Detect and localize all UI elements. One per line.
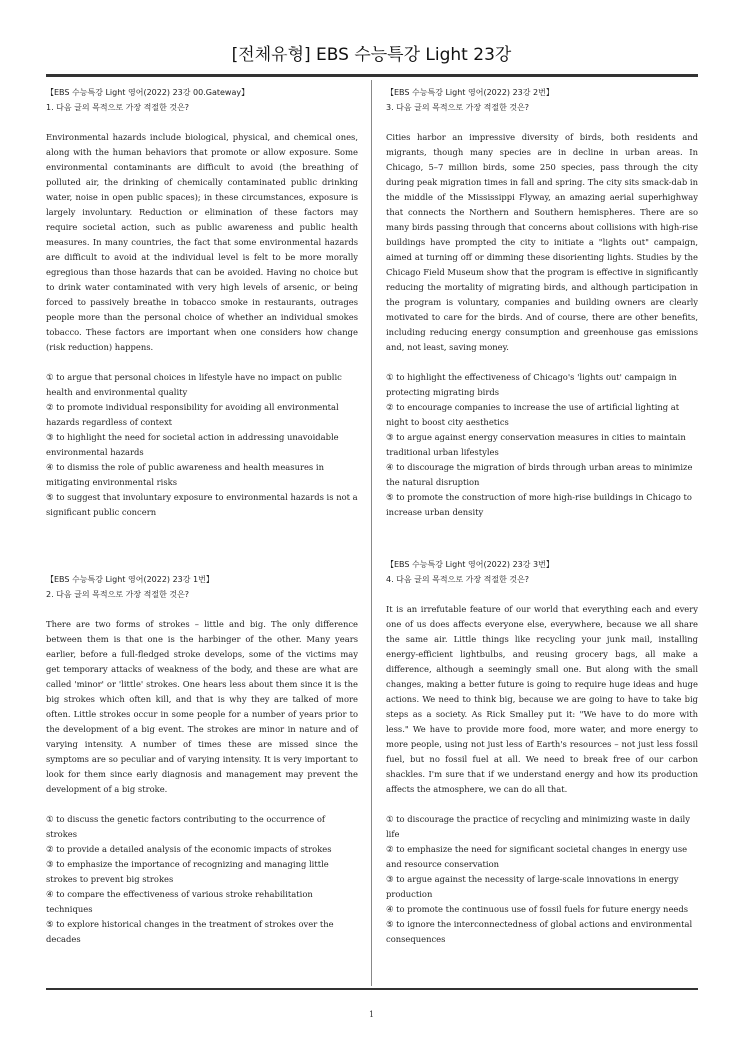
answer-option-1: ① to argue that personal choices in lifestyle have no impact on public health and environmental quality — [46, 372, 342, 397]
answer-option-3: ③ to highlight the need for societal action in addressing unavoidable environmental hazards — [46, 432, 339, 457]
answer-option-2: ② to provide a detailed analysis of the economic impacts of strokes — [46, 844, 332, 854]
answer-option-5: ⑤ to suggest that involuntary exposure to environmental hazards is not a significant public concern — [46, 492, 358, 517]
question-source: 【EBS 수능특강 Light 영어(2022) 23강 00.Gateway】 — [46, 88, 250, 97]
question-passage: Environmental hazards include biological, physical, and chemical ones, along with the human behaviors that promote or allow exposure. Some environmental contaminants are difficult to avoid (the breathing of polluted air, the drinking of chemically contaminated public drinking water, noise in open public spaces); in these circumstances, exposure is largely involuntary. Reduction or elimination of these factors may require societal action, such as public awareness and public health measures. In many countries, the fact that some environmental hazards are difficult to avoid at the individual level is felt to be more morally egregious than those hazards that can be avoided. Having no choice but to drink water contaminated with very high levels of arsenic, or being forced to passively breathe in tobacco smoke in restaurants, outrages people more than the personal choice of whether an individual smokes tobacco. These factors are important when one considers how change (risk reduction) happens. — [46, 132, 358, 352]
answer-option-2: ② to encourage companies to increase the use of artificial lighting at night to boost city aesthetics — [386, 402, 680, 427]
answer-options — [386, 812, 698, 947]
question-prompt: 2. 다음 글의 목적으로 가장 적절한 것은? — [46, 590, 190, 599]
question-prompt: 4. 다음 글의 목적으로 가장 적절한 것은? — [386, 575, 530, 584]
question-source: 【EBS 수능특강 Light 영어(2022) 23강 1번】 — [46, 575, 214, 584]
top-rule — [46, 74, 698, 77]
answer-option-1: ① to discuss the genetic factors contributing to the occurrence of strokes — [46, 814, 325, 839]
answer-option-4: ④ to compare the effectiveness of various stroke rehabilitation techniques — [46, 889, 313, 914]
answer-option-2: ② to emphasize the need for significant societal changes in energy use and resource conservation — [386, 844, 688, 869]
answer-option-5: ⑤ to promote the construction of more high-rise buildings in Chicago to increase urban density — [386, 492, 692, 517]
column-divider — [371, 80, 372, 986]
question-passage: It is an irrefutable feature of our world that everything each and every one of us does affects everyone else, everywhere, because we all share the same air. Little things like recycling your junk mail, installing energy-efficient lightbulbs, and reusing grocery bags, all make a difference, although a seemingly small one. But along with the small changes, making a better future is going to require huge ideas and huge actions. We need to think big, because we are going to have to take big steps as a society. As Rick Smalley put it: "We have to do more with less." We have to provide more food, more water, and more energy to more people, using not just less of Earth's resources – not just less fossil fuel, but no fossil fuel at all. We need to break free of our carbon shackles. I'm sure that if we understand energy and how its production affects the atmosphere, we can do all that. — [386, 604, 698, 794]
question-2 — [46, 572, 358, 947]
question-passage: There are two forms of strokes – little and big. The only difference between them is that one is the harbinger of the other. Many years earlier, before a full-fledged stroke develops, some of the victims may get temporary attacks of weakness of the body, and these are what are called 'minor' or 'little' strokes. One hears less about them since it is the big strokes which often kill, and that is why they are talked of more often. Little strokes occur in some people for a number of years prior to the development of a big event. The strokes are minor in nature and of varying intensity. A number of times these are missed since the symptoms are so peculiar and of varying intensity. It is very important to look for them since early diagnosis and management may prevent the development of a big stroke. — [46, 619, 358, 794]
question-source: 【EBS 수능특강 Light 영어(2022) 23강 3번】 — [386, 560, 554, 569]
answer-option-4: ④ to discourage the migration of birds through urban areas to minimize the natural disruption — [386, 462, 693, 487]
question-prompt: 3. 다음 글의 목적으로 가장 적절한 것은? — [386, 103, 530, 112]
answer-option-4: ④ to promote the continuous use of fossil fuels for future energy needs — [386, 904, 689, 914]
question-source: 【EBS 수능특강 Light 영어(2022) 23강 2번】 — [386, 88, 554, 97]
answer-option-3: ③ to emphasize the importance of recognizing and managing little strokes to prevent big strokes — [46, 859, 329, 884]
answer-option-5: ⑤ to ignore the interconnectedness of global actions and environmental consequences — [386, 919, 693, 944]
question-3 — [386, 85, 698, 520]
answer-option-4: ④ to dismiss the role of public awareness and health measures in mitigating environmental risks — [46, 462, 324, 487]
question-4 — [386, 557, 698, 947]
question-1 — [46, 85, 358, 520]
answer-option-2: ② to promote individual responsibility for avoiding all environmental hazards regardless of context — [46, 402, 339, 427]
answer-option-3: ③ to argue against energy conservation measures in cities to maintain traditional urban lifestyles — [386, 432, 686, 457]
answer-options — [46, 370, 358, 520]
answer-options — [386, 370, 698, 520]
question-passage: Cities harbor an impressive diversity of birds, both residents and migrants, though many species are in decline in urban areas. In Chicago, 5–7 million birds, some 250 species, pass through the city during peak migration times in fall and spring. The city sits smack-dab in the middle of the Mississippi Flyway, an amazing aerial superhighway that connects the Northern and Southern hemispheres. There are so many birds passing through that concerns about collisions with high-rise buildings have prompted the city to initiate a "lights out" campaign, aimed at turning off or dimming these disorienting lights. Studies by the Chicago Field Museum show that the program is effective in significantly reducing the mortality of migrating birds, and although participation in the program is voluntary, companies and building owners are clearly motivated to care for the birds. And of course, there are other benefits, including reducing energy consumption and greenhouse gas emissions and, not least, saving money. — [386, 132, 698, 352]
question-prompt: 1. 다음 글의 목적으로 가장 적절한 것은? — [46, 103, 190, 112]
answer-option-5: ⑤ to explore historical changes in the treatment of strokes over the decades — [46, 919, 334, 944]
answer-option-1: ① to highlight the effectiveness of Chicago's 'lights out' campaign in protecting migrating birds — [386, 372, 677, 397]
page-title: [전체유형] EBS 수능특강 Light 23강 — [231, 45, 512, 65]
page-number: 1 — [368, 1010, 375, 1019]
answer-options — [46, 812, 358, 947]
answer-option-1: ① to discourage the practice of recycling and minimizing waste in daily life — [386, 814, 690, 839]
bottom-rule — [46, 988, 698, 990]
answer-option-3: ③ to argue against the necessity of large-scale innovations in energy production — [386, 874, 679, 899]
